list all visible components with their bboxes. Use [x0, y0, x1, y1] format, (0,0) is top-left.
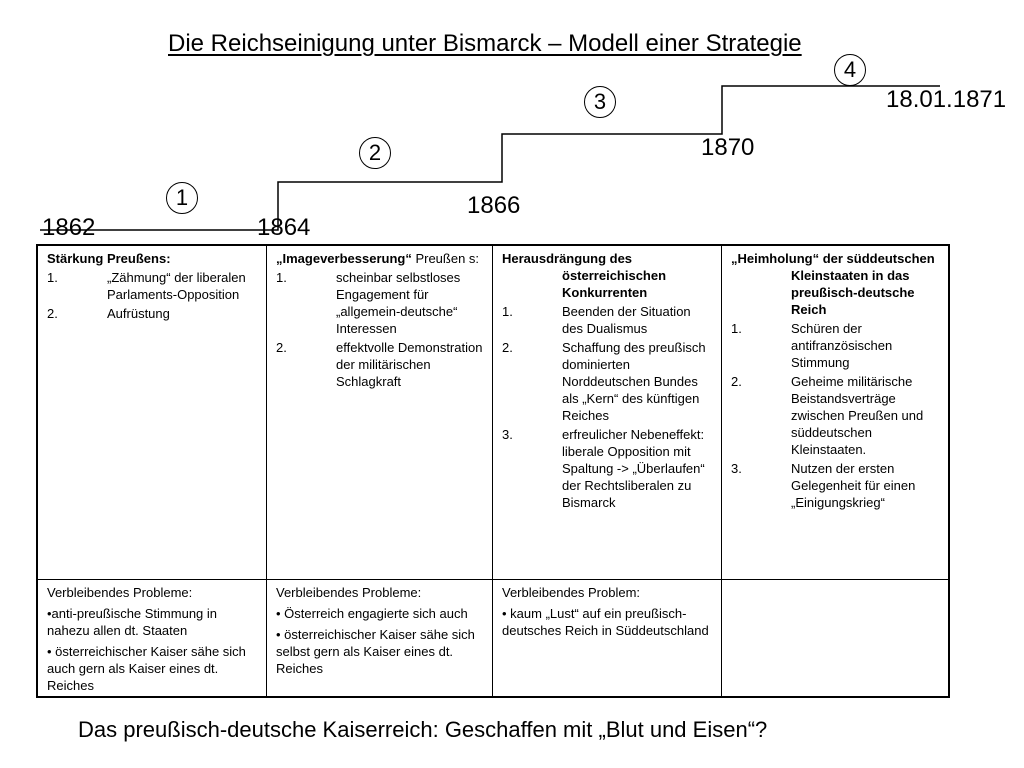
column-4-list [731, 320, 940, 511]
year-1870: 1870 [701, 134, 755, 161]
column-3-strategy [493, 246, 721, 579]
column-1-strategy [38, 246, 266, 579]
column-3-heading: Herausdrängung des österreichischen Konkurrenten [502, 251, 667, 300]
year-1871: 18.01.1871 [886, 86, 1007, 113]
column-2-problems: Verbleibendes Probleme: • Österreich engagierte sich auch • österreichischer Kaiser sähe sich selbst gern als Kaiser eines dt. Reiches [267, 580, 492, 696]
column-2-heading: „Imageverbesserung“ Preußen s: [276, 251, 480, 266]
problem-item: • österreichischer Kaiser sähe sich auch gern als Kaiser eines dt. Reiches [47, 644, 246, 693]
column-2-list [276, 269, 484, 390]
list-item: 3. erfreulicher Nebeneffekt: liberale Opposition mit Spaltung -> „Überlaufen“ der Rechtsliberalen zu Bismarck [502, 427, 705, 510]
strategy-table [36, 244, 950, 698]
column-3-problems: Verbleibendes Problem: • kaum „Lust“ auf ein preußisch-deutsches Reich in Süddeutschland [493, 580, 721, 696]
year-1864: 1864 [257, 214, 311, 241]
column-4-heading: „Heimholung“ der süddeutschen Kleinstaaten in das preußisch-deutsche Reich [731, 251, 935, 317]
list-item: 3. Nutzen der ersten Gelegenheit für einen „Einigungskrieg“ [731, 461, 916, 510]
column-4-problems [722, 580, 948, 696]
list-item: 1. „Zähmung“ der liberalen Parlaments-Opposition [47, 270, 246, 302]
column-1-problems: Verbleibendes Probleme: •anti-preußische Stimmung in nahezu allen dt. Staaten • österreichischer Kaiser sähe sich auch gern als Kaiser eines dt. Reiches [38, 580, 266, 696]
column-1-list [47, 269, 258, 322]
problem-item: • Österreich engagierte sich auch [276, 606, 468, 621]
step-4-marker: 4 [834, 54, 866, 86]
problem-item: •anti-preußische Stimmung in nahezu allen dt. Staaten [47, 606, 218, 638]
list-item: 2. effektvolle Demonstration der militärischen Schlagkraft [276, 340, 483, 389]
footer-question: Das preußisch-deutsche Kaiserreich: Geschaffen mit „Blut und Eisen“? [78, 717, 768, 742]
list-item: 1. Schüren der antifranzösischen Stimmung [731, 321, 893, 370]
year-1866: 1866 [467, 192, 521, 219]
problem-item: • kaum „Lust“ auf ein preußisch-deutsches Reich in Süddeutschland [502, 606, 709, 638]
column-3-list [502, 303, 713, 511]
step-1-marker: 1 [166, 182, 198, 214]
problem-item: • österreichischer Kaiser sähe sich selbst gern als Kaiser eines dt. Reiches [276, 627, 475, 676]
column-2-strategy [267, 246, 492, 579]
column-1-heading: Stärkung Preußens: [47, 251, 171, 266]
step-2-marker: 2 [359, 137, 391, 169]
year-1862: 1862 [42, 214, 96, 241]
step-3-marker: 3 [584, 86, 616, 118]
list-item: 1. scheinbar selbstloses Engagement für „allgemein-deutsche“ Interessen [276, 270, 461, 336]
column-4-strategy [722, 246, 948, 579]
list-item: 2. Geheime militärische Beistandsverträge zwischen Preußen und süddeutschen Kleinstaaten. [731, 374, 924, 457]
list-item: 1. Beenden der Situation des Dualismus [502, 304, 691, 336]
list-item: 2. Aufrüstung [47, 306, 170, 321]
list-item: 2. Schaffung des preußisch dominierten Norddeutschen Bundes als „Kern“ des künftigen Reiches [502, 340, 706, 423]
page-title: Die Reichseinigung unter Bismarck – Modell einer Strategie [168, 30, 802, 57]
